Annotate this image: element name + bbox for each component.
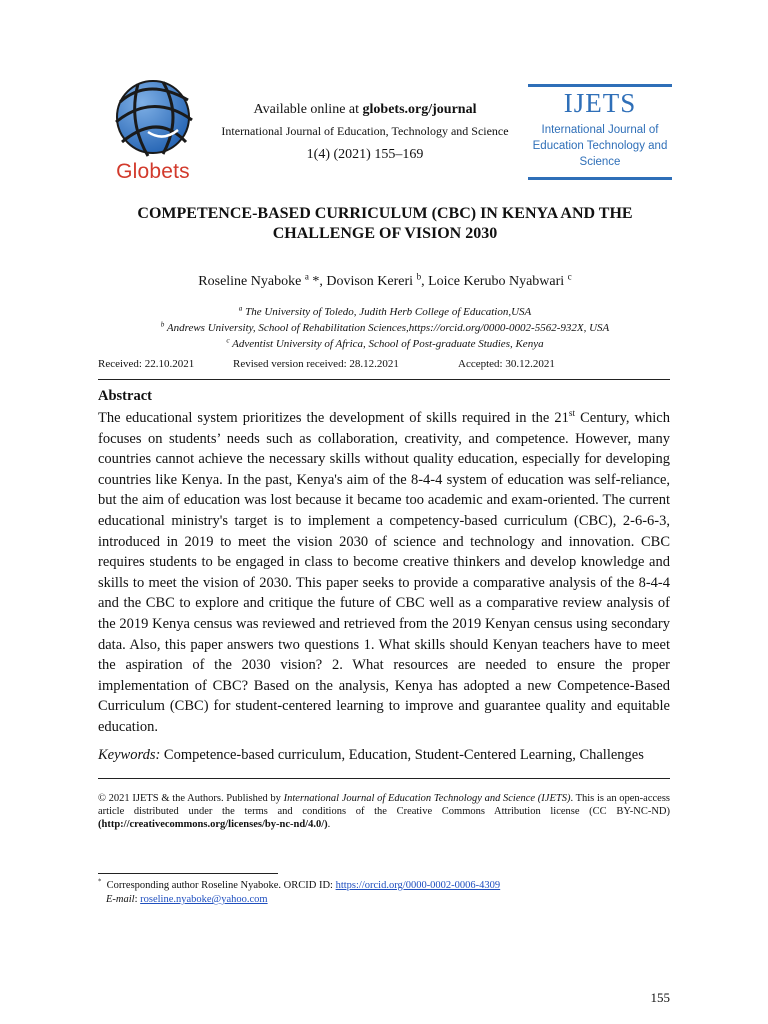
globets-logo-text: Globets — [116, 160, 190, 183]
ijets-subtitle-line: Education Technology and — [532, 140, 668, 152]
abstract-sup: st — [568, 409, 576, 420]
footnote-divider — [98, 873, 278, 874]
abstract-text — [98, 408, 670, 738]
available-url[interactable]: globets.org/journal — [362, 102, 477, 117]
affil-text: Andrews University, School of Rehabilitation Sciences,https://orcid.org/0000-0002-5562-932X, USA — [166, 322, 610, 334]
footnote-marker: * — [98, 878, 102, 886]
journal-name: International Journal of Education, Technology and Science — [221, 124, 509, 138]
abstract-heading: Abstract — [98, 388, 152, 404]
affiliation-a — [90, 306, 680, 318]
ijets-subtitle-line: International Journal of — [541, 124, 659, 136]
abstract-rest: Century, which focuses on students’ needs such as collaboration, creativity, and competence. However, many countries cannot achieve the necessary skills without quality education, especially for developing countries like Kenya. In the past, Kenya's aim of the 8-4-4 system of education was self-reliance, but the aim of education was lost because it became too academic and exam-oriented. The current educational ministry's target is to implement a competency-based curriculum (CBC), 2-6-6-3, introduced in 2019 to meet the vision 2030 of science and technology and innovation. CBC requires students to be engaged in class to become creative thinkers and develop knowledge and skills to meet the vision of 2030. This paper seeks to provide a comparative analysis of the 8-4-4 and the CBC to explore and critique the future of CBC well as a comparative review analysis of the 2019 Kenya census was reviewed and retrieved from the 2019 Kenyan census using secondary data. Also, this paper answers two questions 1. What skills should Kenyan teachers have to meet the aspiration of the 2030 vision? 2. What resources are needed to ensure the proper implementation of CBC? Based on the analysis, Kenya has adopted a new Competence-Based Curriculum (CBC) for student-centered learning to improve and guarantee quality and equitable education. — [98, 410, 670, 735]
affiliation-c — [90, 338, 680, 350]
author-sup: c — [567, 271, 572, 282]
keywords — [98, 747, 678, 764]
divider — [98, 379, 670, 380]
author-name: Dovison Kereri — [326, 274, 414, 289]
affil-sup: b — [160, 320, 165, 329]
license-middle: . This is an open-access article distributed under the terms and conditions of the Creative Commons Attribution license (CC BY-NC-ND) — [98, 793, 670, 817]
title-line: COMPETENCE-BASED CURRICULUM (CBC) IN KENYA AND THE — [137, 205, 633, 222]
author-sep: , — [421, 274, 429, 289]
affil-text: The University of Toledo, Judith Herb College of Education,USA — [245, 306, 532, 318]
ijets-subtitle — [528, 122, 672, 170]
divider — [98, 778, 670, 779]
orcid-link[interactable]: https://orcid.org/0000-0002-0006-4309 — [335, 880, 501, 891]
affil-sup: c — [226, 336, 230, 345]
author-sep: *, — [308, 274, 327, 289]
page-number: 155 — [650, 990, 670, 1005]
author-sup: a — [304, 271, 309, 282]
license-suffix: . — [327, 819, 331, 830]
keywords-list: Competence-based curriculum, Education, Student-Centered Learning, Challenges — [160, 747, 644, 763]
corresponding-text: Corresponding author Roseline Nyaboke. ORCID ID: — [106, 880, 336, 891]
author-name: Roseline Nyaboke — [198, 274, 302, 289]
received-date: Received: 22.10.2021 — [98, 358, 195, 370]
ijets-title: IJETS — [563, 88, 637, 118]
available-online — [215, 102, 515, 118]
accepted-date: Accepted: 30.12.2021 — [458, 358, 555, 370]
affil-text: Adventist University of Africa, School of Post-graduate Studies, Kenya — [232, 338, 544, 350]
title-line: CHALLENGE OF VISION 2030 — [272, 225, 498, 242]
author-name: Loice Kerubo Nyabwari — [428, 274, 565, 289]
paper-title — [90, 204, 680, 244]
available-prefix: Available online at — [253, 102, 363, 117]
license-prefix: © 2021 IJETS & the Authors. Published by — [98, 793, 284, 804]
affil-sup: a — [238, 304, 243, 313]
keywords-label: Keywords: — [98, 747, 161, 763]
affiliation-b — [90, 322, 680, 334]
abstract-first: The educational system prioritizes the development of skills required in the 21 — [98, 410, 569, 426]
license-url[interactable]: (http://creativecommons.org/licenses/by-nc-nd/4.0/) — [98, 819, 328, 830]
email-link[interactable]: roseline.nyaboke@yahoo.com — [140, 894, 268, 905]
email-sep: : — [134, 894, 141, 905]
license-notice — [98, 792, 670, 831]
ijets-subtitle-line: Science — [579, 156, 621, 168]
author-sup: b — [416, 271, 422, 282]
email-label: E-mail — [106, 894, 135, 905]
issue-info: 1(4) (2021) 155–169 — [306, 147, 424, 162]
license-journal: International Journal of Education Technology and Science (IJETS) — [283, 793, 571, 804]
authors — [90, 271, 680, 290]
revised-date: Revised version received: 28.12.2021 — [233, 358, 399, 370]
corresponding-footnote — [98, 879, 670, 907]
